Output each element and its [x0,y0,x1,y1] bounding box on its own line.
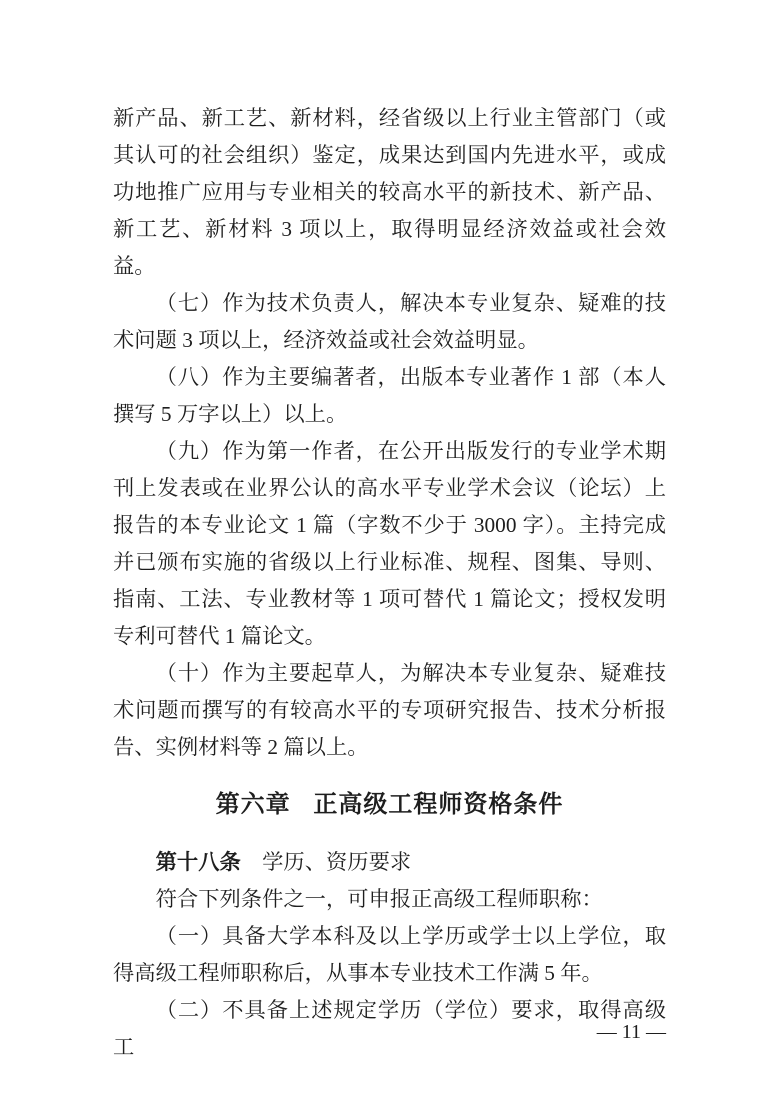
chapter-heading [113,786,666,823]
clause-7-paragraph: （七）作为技术负责人，解决本专业复杂、疑难的技术问题 3 项以上，经济效益或社会效益明显。 [113,291,666,352]
intro-paragraph: 符合下列条件之一，可申报正高级工程师职称： [155,887,603,911]
chapter-number: 第六章 [215,791,291,818]
chapter-title: 正高级工程师资格条件 [313,791,564,818]
clause-10-paragraph: （十）作为主要起草人，为解决本专业复杂、疑难技术问题而撰写的有较高水平的专项研究报告、技术分析报告、实例材料等 2 篇以上。 [113,661,666,759]
article-number: 第十八条 [155,850,241,874]
paragraph-continued: 新产品、新工艺、新材料，经省级以上行业主管部门（或其认可的社会组织）鉴定，成果达到国内先进水平，或成功地推广应用与专业相关的较高水平的新技术、新产品、新工艺、新材料 3 项以上，取得明显经济效益或社会效益。 [113,106,666,278]
clause-2-paragraph: （二）不具备上述规定学历（学位）要求，取得高级工 [113,998,666,1059]
clause-9-paragraph: （九）作为第一作者，在公开出版发行的专业学术期刊上发表或在业界公认的高水平专业学术会议（论坛）上报告的本专业论文 1 篇（字数不少于 3000 字）。主持完成并已颁布实施的省级以上行业标准、规程、图集、导则、指南、工法、专业教材等 1 项可替代 1 篇论文；授权发明专利可替代 1 篇论文。 [113,439,666,648]
page-number: — 11 — [596,1021,666,1043]
article-line [113,844,666,881]
article-title: 学历、资历要求 [262,850,412,874]
page-content [113,100,666,1066]
clause-1-paragraph: （一）具备大学本科及以上学历或学士以上学位，取得高级工程师职称后，从事本专业技术工作满 5 年。 [113,924,666,985]
clause-8-paragraph: （八）作为主要编著者，出版本专业著作 1 部（本人撰写 5 万字以上）以上。 [113,365,666,426]
